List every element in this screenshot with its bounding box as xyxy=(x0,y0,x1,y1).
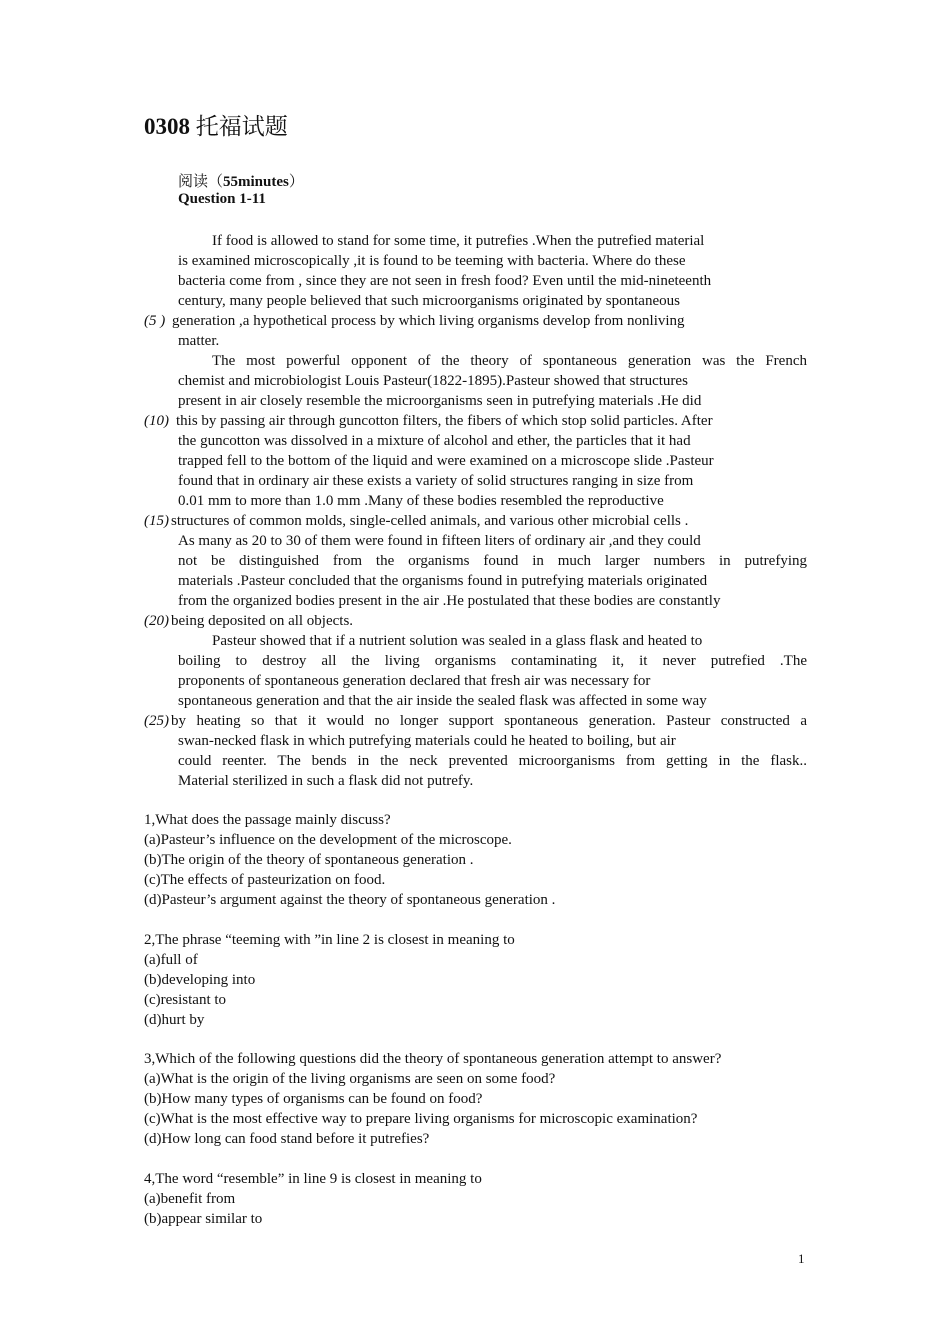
title-text: 托福试题 xyxy=(195,114,288,139)
question-stem: 3,Which of the following questions did the theory of spontaneous generation attempt to answer? xyxy=(144,1051,722,1067)
passage-line: matter. xyxy=(178,333,220,349)
title-code: 0308 xyxy=(144,114,190,139)
answer-option: (d)How long can food stand before it putrefies? xyxy=(144,1131,430,1147)
passage-line: present in air closely resemble the microorganisms seen in putrefying materials .He did xyxy=(178,393,702,409)
section-time: 55minutes xyxy=(223,174,289,190)
passage-line: found that in ordinary air these exists a variety of solid structures ranging in size from xyxy=(178,473,694,489)
passage-line: The most powerful opponent of the theory of spontaneous generation was the French xyxy=(212,353,807,369)
passage-line: bacteria come from , since they are not seen in fresh food? Even until the mid-nineteenth xyxy=(178,273,712,289)
answer-option: (d)Pasteur’s argument against the theory of spontaneous generation . xyxy=(144,892,556,908)
answer-option: (d)hurt by xyxy=(144,1012,205,1028)
line-marker: (20) xyxy=(144,613,169,629)
passage-line: being deposited on all objects. xyxy=(171,613,354,629)
line-marker: (25) xyxy=(144,713,169,729)
answer-option: (b)developing into xyxy=(144,972,256,988)
question-range: Question 1-11 xyxy=(178,191,266,207)
page-number: 1 xyxy=(798,1251,805,1266)
passage-line: is examined microscopically ,it is found to be teeming with bacteria. Where do these xyxy=(178,253,686,269)
question-stem: 2,The phrase “teeming with ”in line 2 is closest in meaning to xyxy=(144,932,515,948)
answer-option: (c)The effects of pasteurization on food. xyxy=(144,872,386,888)
answer-option: (b)The origin of the theory of spontaneous generation . xyxy=(144,852,474,868)
section-label: 阅读（ xyxy=(178,174,224,190)
answer-option: (a)Pasteur’s influence on the development of the microscope. xyxy=(144,832,512,848)
passage-line: generation ,a hypothetical process by which living organisms develop from nonliving xyxy=(172,313,685,329)
page-title xyxy=(144,108,288,141)
answer-option: (c)resistant to xyxy=(144,992,227,1008)
passage-line: the guncotton was dissolved in a mixture of alcohol and ether, the particles that it had xyxy=(178,433,691,449)
passage-line: boiling to destroy all the living organisms contaminating it, it never putrefied .The xyxy=(178,653,807,669)
question-stem: 4,The word “resemble” in line 9 is closest in meaning to xyxy=(144,1171,482,1187)
answer-option: (b)appear similar to xyxy=(144,1211,263,1227)
passage-line: Material sterilized in such a flask did not putrefy. xyxy=(178,773,474,789)
passage-line: structures of common molds, single-celled animals, and various other microbial cells . xyxy=(171,513,689,529)
passage-line: swan-necked flask in which putrefying materials could he heated to boiling, but air xyxy=(178,733,676,749)
answer-option: (c)What is the most effective way to prepare living organisms for microscopic examination? xyxy=(144,1111,698,1127)
passage-line: 0.01 mm to more than 1.0 mm .Many of these bodies resembled the reproductive xyxy=(178,493,664,509)
passage-line: proponents of spontaneous generation declared that fresh air was necessary for xyxy=(178,673,651,689)
line-marker: (5 ) xyxy=(144,313,166,329)
passage-line: this by passing air through guncotton filters, the fibers of which stop solid particles. After xyxy=(176,413,713,429)
passage-line: As many as 20 to 30 of them were found in fifteen liters of ordinary air ,and they could xyxy=(178,533,701,549)
passage-line: spontaneous generation and that the air inside the sealed flask was affected in some way xyxy=(178,693,707,709)
line-marker: (10) xyxy=(144,413,169,429)
passage-line: Pasteur showed that if a nutrient solution was sealed in a glass flask and heated to xyxy=(212,633,703,649)
answer-option: (a)full of xyxy=(144,952,198,968)
answer-option: (a)What is the origin of the living organisms are seen on some food? xyxy=(144,1071,556,1087)
passage-line: by heating so that it would no longer support spontaneous generation. Pasteur constructed a xyxy=(171,713,807,729)
passage-line: not be distinguished from the organisms found in much larger numbers in putrefying xyxy=(178,553,807,569)
passage-line: materials .Pasteur concluded that the organisms found in putrefying materials originated xyxy=(178,573,708,589)
passage-line: trapped fell to the bottom of the liquid and were examined on a microscope slide .Pasteur xyxy=(178,453,714,469)
answer-option: (a)benefit from xyxy=(144,1191,236,1207)
passage-line: century, many people believed that such microorganisms originated by spontaneous xyxy=(178,293,680,309)
passage-line: from the organized bodies present in the air .He postulated that these bodies are constantly xyxy=(178,593,721,609)
passage-line: could reenter. The bends in the neck prevented microorganisms from getting in the flask.. xyxy=(178,753,807,769)
passage-line: If food is allowed to stand for some time, it putrefies .When the putrefied material xyxy=(212,233,705,249)
section-close: ） xyxy=(288,174,304,190)
passage-line: chemist and microbiologist Louis Pasteur(1822-1895).Pasteur showed that structures xyxy=(178,373,688,389)
line-marker: (15) xyxy=(144,513,169,529)
answer-option: (b)How many types of organisms can be found on food? xyxy=(144,1091,483,1107)
section-heading xyxy=(178,170,304,191)
question-stem: 1,What does the passage mainly discuss? xyxy=(144,812,391,828)
